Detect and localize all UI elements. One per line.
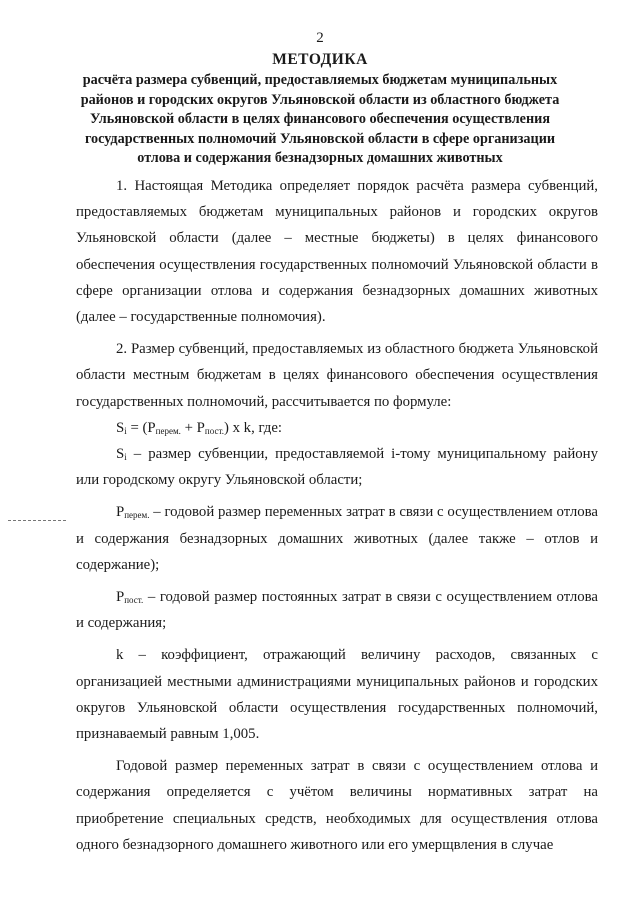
subtitle-line: Ульяновской области в целях финансового обеспечения осуществления (89, 111, 550, 127)
def-s-index: i (124, 452, 127, 463)
subtitle-line: государственных полномочий Ульяновской области в сфере организации (84, 130, 556, 147)
paragraph-3: Годовой размер переменных затрат в связи с осуществлением отлова и содержания определяется с учётом величины нормативных затрат на приобретение специальных средств, необходимых для осуществления отлова одного безнадзорного домашнего животного или его умерщвления в случае (76, 758, 598, 853)
definition-k: k – коэффициент, отражающий величину расходов, связанных с организацией местными администрациями муниципальных районов и городских округов Ульяновской области осуществления государственных полномочий, признаваемый равным 1,005. (76, 647, 598, 743)
document-body (76, 173, 598, 858)
def-pconst-sub: пост. (124, 595, 144, 606)
page-number: 2 (316, 30, 324, 46)
def-s-symbol: S (116, 446, 125, 463)
paragraph-2: 2. Размер субвенций, предоставляемых из областного бюджета Ульяновской области местным бюджетам в целях финансового обеспечения осуществления государственных полномочий, рассчитывается по формуле: (76, 341, 598, 410)
formula-tail: ) x k, где: (223, 419, 283, 436)
paragraph-1: 1. Настоящая Методика определяет порядок расчёта размера субвенций, предоставляемых бюджетам муниципальных районов и городских округов Ульяновской области (далее – местные бюджеты) в целях финансового обеспечения осуществления государственных полномочий Ульяновской области в сфере организации отлова и содержания безнадзорных домашних животных (далее – государственные полномочия). (76, 178, 598, 326)
definition-p-const (76, 584, 598, 636)
document-heading (40, 50, 600, 169)
def-s-text: – размер субвенции, предоставляемой i-тому муниципальному району или городскому округу Ульяновской области; (76, 446, 598, 489)
formula (76, 415, 598, 441)
definition-p-var (76, 499, 598, 578)
def-pvar-sub: перем. (124, 510, 150, 521)
document-title: МЕТОДИКА (272, 51, 368, 68)
def-pconst-symbol: P (116, 589, 125, 606)
def-pconst-text: – годовой размер постоянных затрат в связи с осуществлением отлова и содержания; (76, 589, 598, 632)
def-pvar-symbol: P (116, 504, 125, 521)
margin-dash-mark (8, 520, 66, 521)
definition-s (76, 441, 598, 493)
formula-sub-var: перем. (155, 425, 181, 436)
formula-eq: = (P (126, 419, 156, 436)
subtitle-line: районов и городских округов Ульяновской области из областного бюджета (80, 91, 560, 108)
formula-plus: + P (180, 419, 205, 436)
formula-sub-const: пост. (204, 425, 224, 436)
subtitle-line: отлова и содержания безнадзорных домашних животных (137, 150, 503, 166)
formula-s-index: i (124, 425, 127, 436)
formula-s: S (116, 419, 125, 436)
subtitle-line: расчёта размера субвенций, предоставляемых бюджетам муниципальных (82, 72, 558, 88)
document-subtitle (40, 71, 600, 169)
def-pvar-text: – годовой размер переменных затрат в связи с осуществлением отлова и содержания безнадзорных домашних животных (далее также – отлов и содержание); (76, 504, 598, 573)
